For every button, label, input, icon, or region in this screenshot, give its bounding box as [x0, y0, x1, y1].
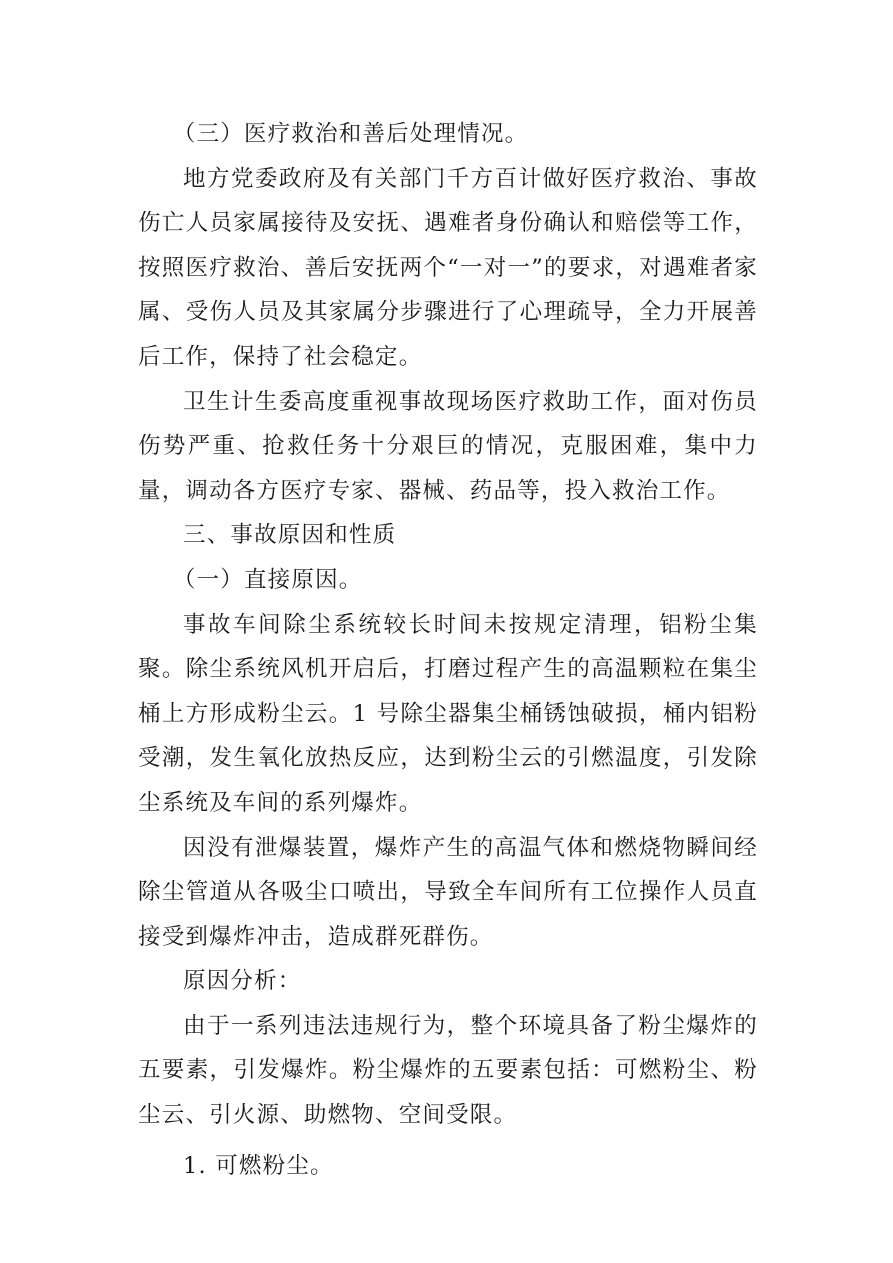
paragraph-aftermath-work: 地方党委政府及有关部门千方百计做好医疗救治、事故伤亡人员家属接待及安抚、遇难者身份确认和赔偿等工作，按照医疗救治、善后安抚两个“一对一”的要求，对遇难者家属、受伤人员及其家属分步骤进行了心理疏导，全力开展善后工作，保持了社会稳定。 — [138, 165, 758, 370]
section-heading-cause-and-nature: 三、事故原因和性质 — [183, 522, 397, 549]
section-heading-medical-treatment: （三）医疗救治和善后处理情况。 — [172, 121, 529, 147]
paragraph-direct-cause: 事故车间除尘系统较长时间未按规定清理，铝粉尘集聚。除尘系统风机开启后，打磨过程产生的高温颗粒在集尘桶上方形成粉尘云。1 号除尘器集尘桶锈蚀破损，桶内铝粉受潮，发生氧化放热反应，达到粉尘云的引燃温度，引发除尘系统及车间的系列爆炸。 — [138, 611, 758, 816]
paragraph-health-commission: 卫生计生委高度重视事故现场医疗救助工作，面对伤员伤势严重、抢救任务十分艰巨的情况，克服困难，集中力量，调动各方医疗专家、器械、药品等，投入救治工作。 — [138, 388, 758, 504]
paragraph-no-explosion-vent: 因没有泄爆装置，爆炸产生的高温气体和燃烧物瞬间经除尘管道从各吸尘口喷出，导致全车间所有工位操作人员直接受到爆炸冲击，造成群死群伤。 — [138, 834, 758, 950]
document-body — [138, 112, 758, 1188]
paragraph-five-elements: 由于一系列违法违规行为，整个环境具备了粉尘爆炸的五要素，引发爆炸。粉尘爆炸的五要素包括：可燃粉尘、粉尘云、引火源、助燃物、空间受限。 — [138, 1012, 758, 1129]
section-heading-direct-cause: （一）直接原因。 — [172, 566, 363, 593]
label-cause-analysis: 原因分析： — [183, 968, 302, 995]
list-item-combustible-dust: 1. 可燃粉尘。 — [183, 1152, 334, 1179]
